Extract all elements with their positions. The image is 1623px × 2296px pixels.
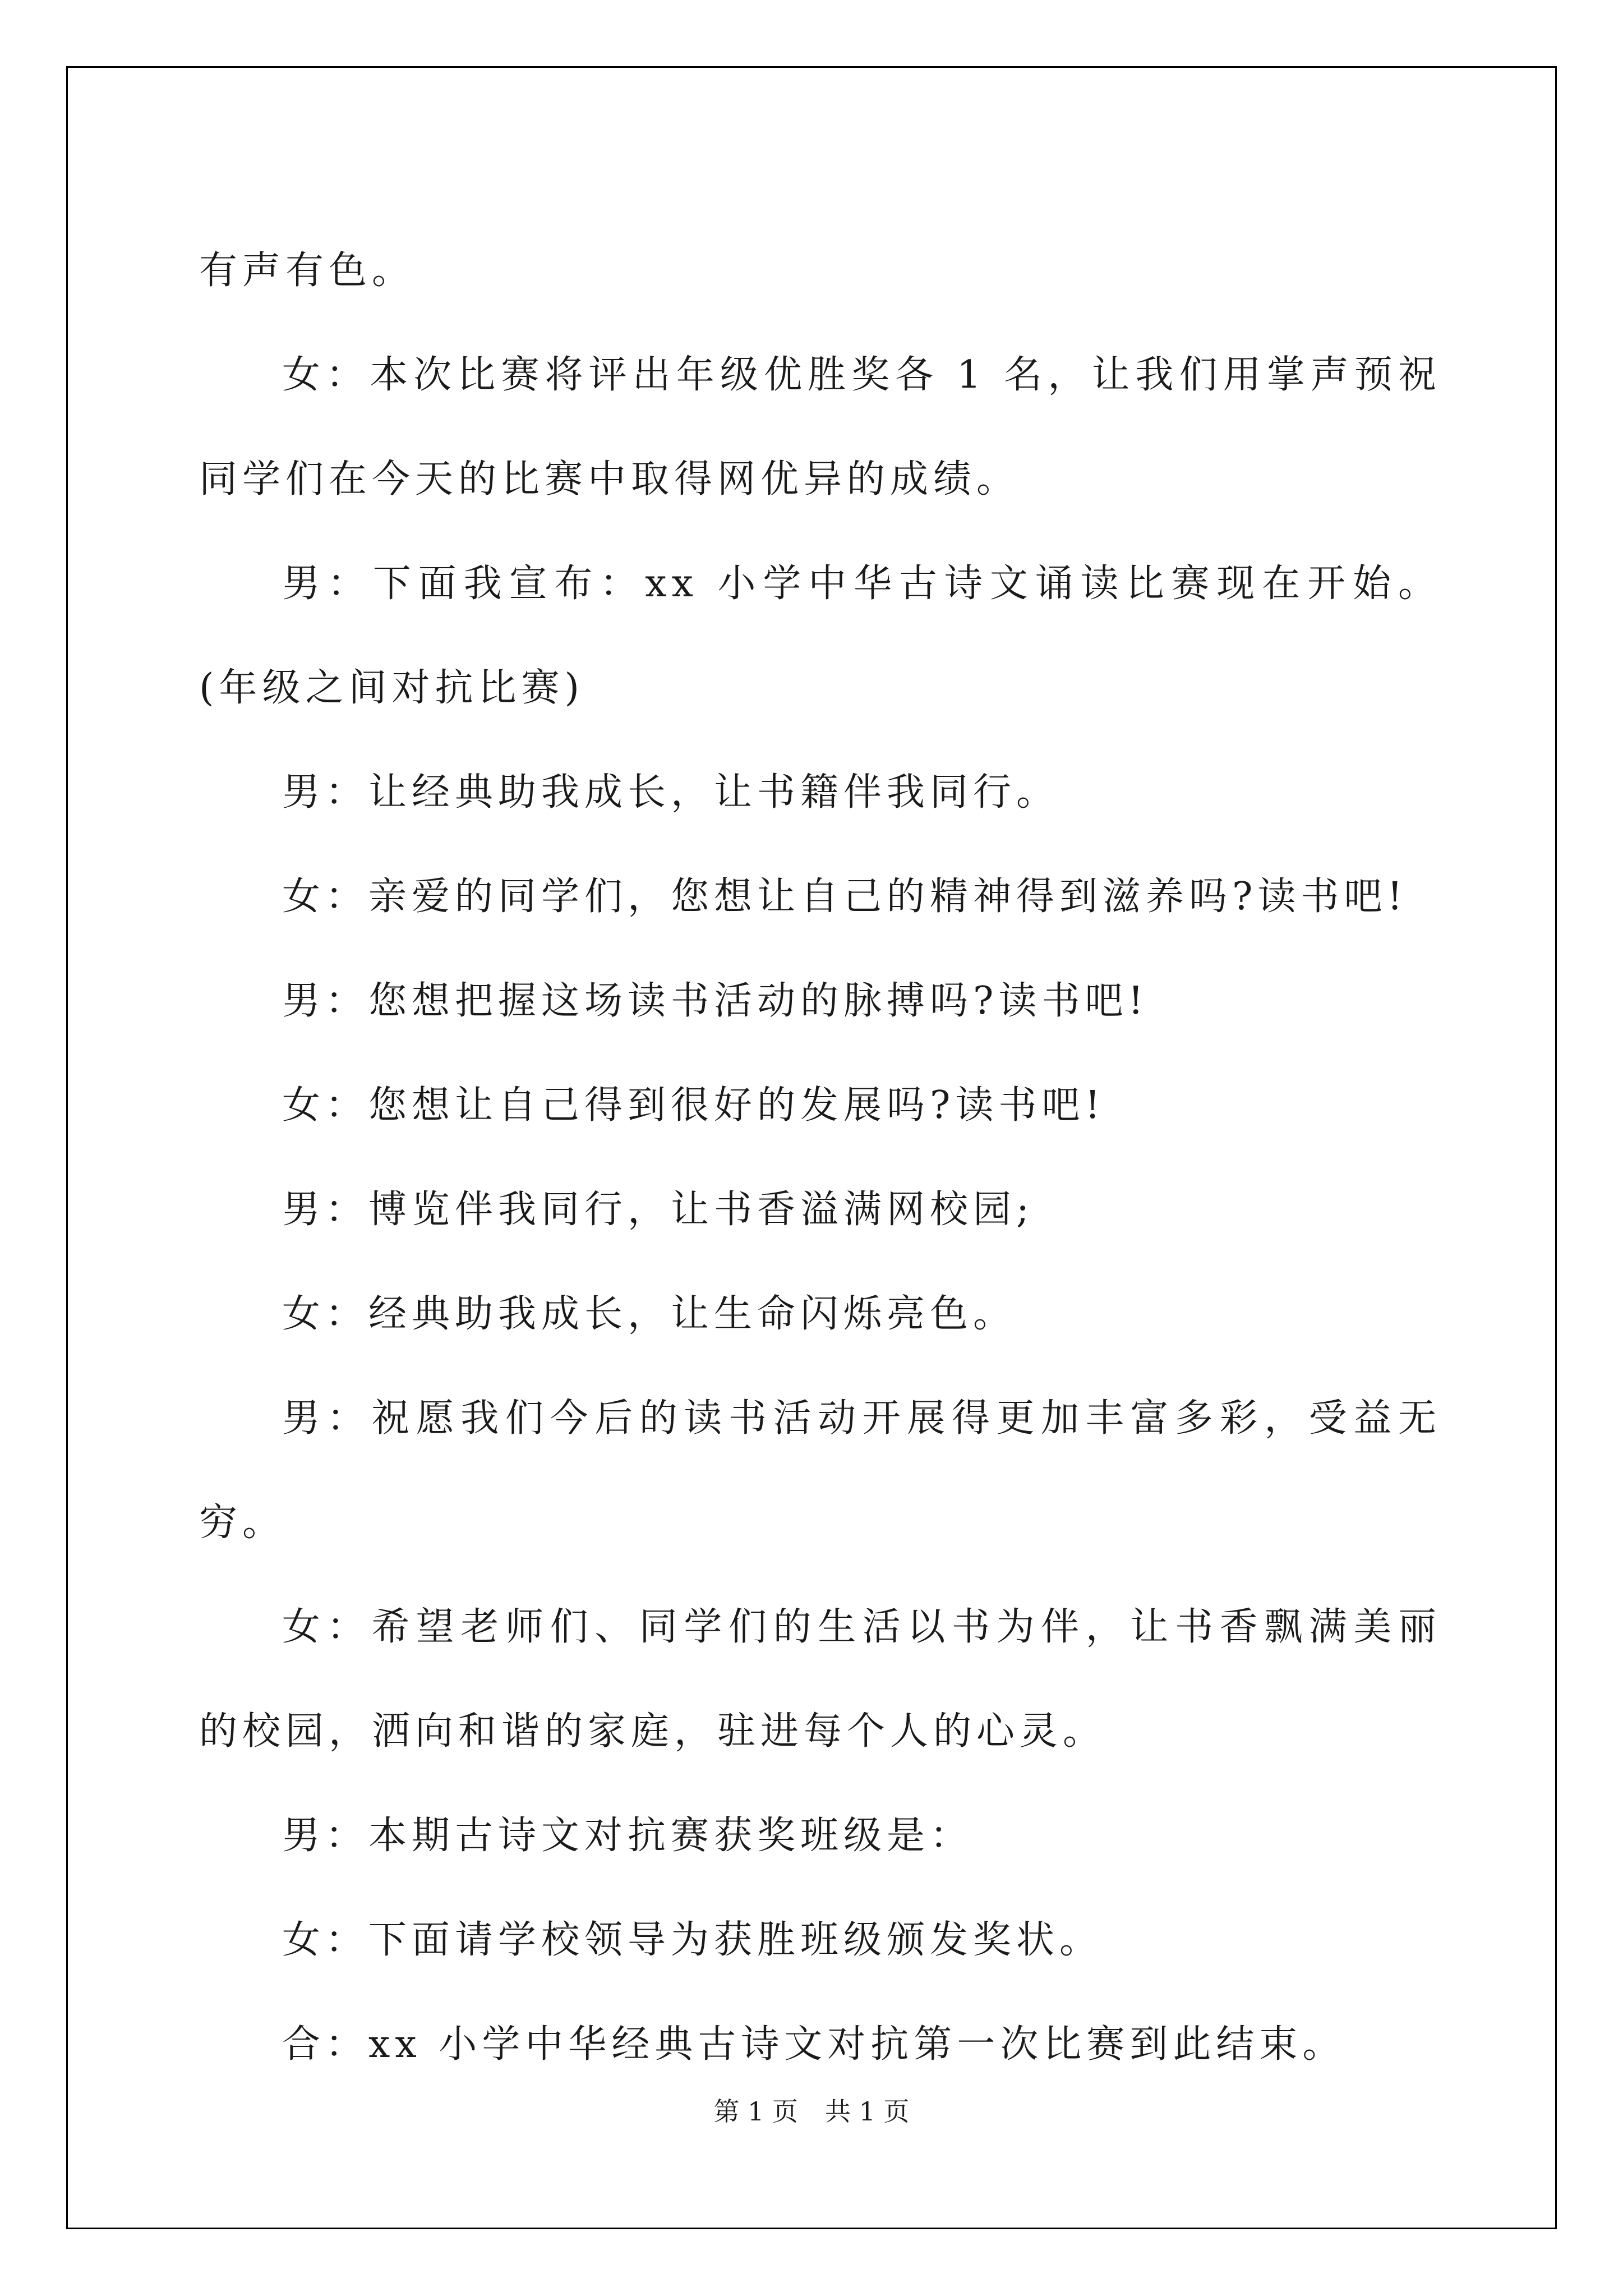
paragraph-1: 有声有色。 bbox=[199, 249, 416, 293]
page-footer bbox=[0, 2091, 1623, 2128]
paragraph-11: 女：希望老师们、同学们的生活以书为伴，让书香飘满美丽的校园，洒向和谐的家庭，驻进每个人的心灵。 bbox=[199, 1605, 1441, 1754]
paragraph-7: 女：您想让自己得到很好的发展吗?读书吧! bbox=[282, 1083, 1105, 1128]
paragraph-8: 男：博览伴我同行，让书香溢满网校园; bbox=[282, 1188, 1034, 1232]
paragraph-5: 女：亲爱的同学们，您想让自己的精神得到滋养吗?读书吧! bbox=[282, 875, 1408, 919]
paragraph-6: 男：您想把握这场读书活动的脉搏吗?读书吧! bbox=[282, 979, 1149, 1023]
paragraph-10: 男：祝愿我们今后的读书活动开展得更加丰富多彩，受益无穷。 bbox=[199, 1396, 1441, 1545]
paragraph-13: 女：下面请学校领导为获胜班级颁发奖状。 bbox=[282, 1918, 1103, 1962]
page-total: 共 1 页 bbox=[825, 2096, 910, 2127]
paragraph-9: 女：经典助我成长，让生命闪烁亮色。 bbox=[282, 1292, 1017, 1336]
paragraph-12: 男：本期古诗文对抗赛获奖班级是： bbox=[282, 1814, 974, 1858]
paragraph-3: 男：下面我宣布：xx 小学中华古诗文诵读比赛现在开始。(年级之间对抗比赛) bbox=[199, 562, 1441, 710]
paragraph-2: 女：本次比赛将评出年级优胜奖各 1 名，让我们用掌声预祝同学们在今天的比赛中取得网优异的成绩。 bbox=[199, 353, 1441, 501]
paragraph-14: 合：xx 小学中华经典古诗文对抗第一次比赛到此结束。 bbox=[282, 2022, 1346, 2067]
document-body bbox=[199, 219, 1441, 2097]
page-number: 第 1 页 bbox=[713, 2096, 798, 2127]
paragraph-4: 男：让经典助我成长，让书籍伴我同行。 bbox=[282, 770, 1060, 815]
